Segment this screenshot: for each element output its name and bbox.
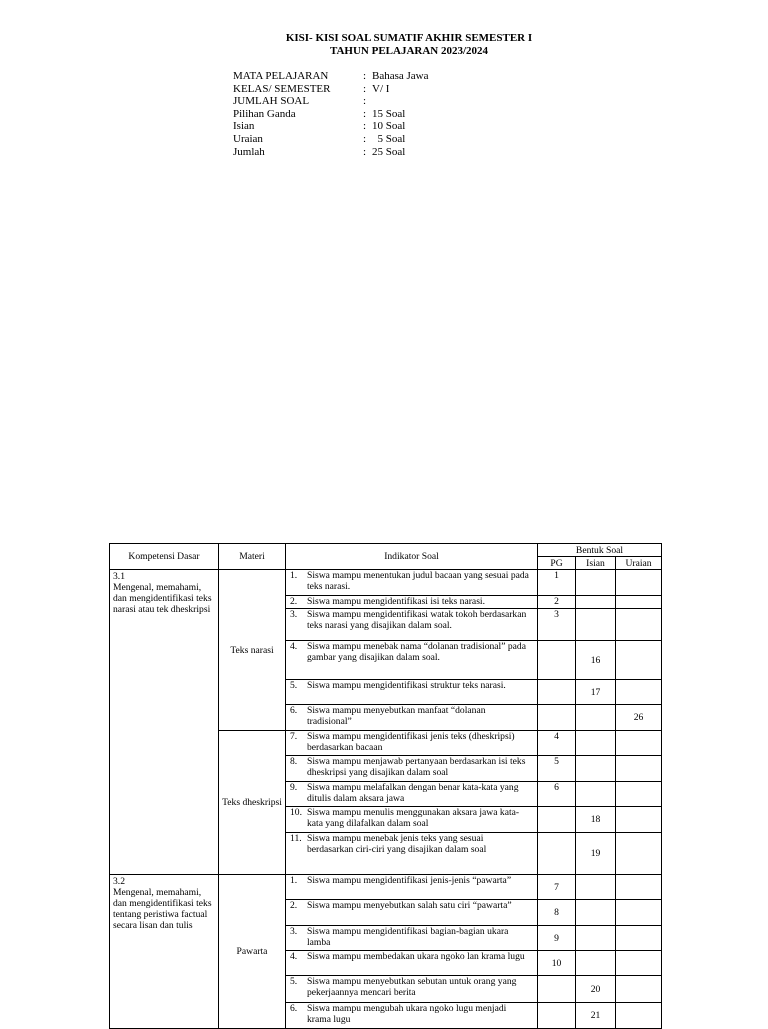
isian-cell: [576, 875, 616, 900]
indikator-cell: [286, 926, 538, 951]
uraian-cell: [616, 951, 662, 976]
indikator-text: Siswa mampu menyebutkan sebutan untuk orang yang pekerjaannya mencari berita: [307, 976, 517, 998]
uraian-cell: [616, 875, 662, 900]
isian-cell: 16: [576, 641, 616, 680]
indikator-cell: [286, 807, 538, 833]
uraian-cell: [616, 609, 662, 641]
indikator-number: 1.: [290, 875, 298, 886]
indikator-number: 6.: [290, 1003, 298, 1014]
info-colon: :: [363, 120, 367, 133]
indikator-text: Siswa mampu mengidentifikasi watak tokoh berdasarkan teks narasi yang disajikan dalam soal.: [307, 609, 527, 631]
pg-cell: 5: [538, 756, 576, 782]
info-label: Pilihan Ganda: [233, 107, 296, 120]
indikator-cell: [286, 782, 538, 807]
info-label: Uraian: [233, 132, 263, 145]
pg-cell: 4: [538, 731, 576, 756]
indikator-number: 5.: [290, 680, 298, 691]
table-row: [110, 570, 662, 596]
header-isian: Isian: [576, 557, 616, 570]
indikator-number: 4.: [290, 641, 298, 652]
indikator-cell: [286, 1003, 538, 1029]
indikator-cell: [286, 875, 538, 900]
pg-cell: [538, 807, 576, 833]
info-label: KELAS/ SEMESTER: [233, 82, 331, 95]
indikator-cell: [286, 756, 538, 782]
pg-cell: [538, 641, 576, 680]
pg-cell: 8: [538, 900, 576, 926]
indikator-number: 8.: [290, 756, 298, 767]
indikator-text: Siswa mampu menjawab pertanyaan berdasarkan isi teks dheskripsi yang disajikan dalam soal: [307, 756, 526, 778]
materi-cell: Pawarta: [219, 875, 286, 1029]
pg-cell: 10: [538, 951, 576, 976]
uraian-cell: 26: [616, 705, 662, 731]
materi-cell: Teks dheskripsi: [219, 731, 286, 875]
kd-number: 3.2: [113, 876, 125, 887]
isian-cell: [576, 731, 616, 756]
indikator-cell: [286, 705, 538, 731]
isian-cell: [576, 756, 616, 782]
pg-cell: [538, 976, 576, 1003]
info-colon: :: [363, 70, 367, 82]
pg-cell: 9: [538, 926, 576, 951]
isian-cell: [576, 609, 616, 641]
isian-cell: 18: [576, 807, 616, 833]
indikator-cell: [286, 731, 538, 756]
header-pg: PG: [538, 557, 576, 570]
document-title-line2: TAHUN PELAJARAN 2023/2024: [329, 45, 489, 57]
indikator-cell: [286, 596, 538, 609]
indikator-text: Siswa mampu menentukan judul bacaan yang sesuai pada teks narasi.: [307, 570, 529, 592]
info-value: 25 Soal: [372, 145, 406, 158]
header-materi: Materi: [219, 544, 286, 570]
info-value: Bahasa Jawa: [372, 70, 429, 82]
info-value: 15 Soal: [372, 107, 406, 120]
kisi-kisi-table: [109, 543, 662, 1029]
indikator-text: Siswa mampu melafalkan dengan benar kata-kata yang ditulis dalam aksara jawa: [307, 782, 519, 804]
indikator-number: 1.: [290, 570, 298, 581]
indikator-number: 5.: [290, 976, 298, 987]
uraian-cell: [616, 976, 662, 1003]
indikator-text: Siswa mampu membedakan ukara ngoko lan krama lugu: [307, 951, 525, 962]
uraian-cell: [616, 731, 662, 756]
indikator-text: Siswa mampu mengidentifikasi isi teks narasi.: [307, 596, 485, 607]
indikator-number: 3.: [290, 926, 298, 937]
indikator-number: 7.: [290, 731, 298, 742]
indikator-cell: [286, 976, 538, 1003]
info-colon: :: [363, 132, 367, 145]
isian-cell: [576, 926, 616, 951]
indikator-text: Siswa mampu menulis menggunakan aksara jawa kata-kata yang dilafalkan dalam soal: [307, 807, 520, 829]
header-uraian: Uraian: [616, 557, 662, 570]
isian-cell: [576, 570, 616, 596]
isian-cell: 20: [576, 976, 616, 1003]
indikator-cell: [286, 951, 538, 976]
isian-cell: 19: [576, 833, 616, 875]
header-kompetensi-dasar: Kompetensi Dasar: [110, 544, 219, 570]
kd-text: Mengenal, memahami, dan mengidentifikasi teks narasi atau tek dheskripsi: [113, 582, 212, 615]
pg-cell: 2: [538, 596, 576, 609]
table-row: [110, 875, 662, 900]
info-value: 10 Soal: [372, 120, 406, 133]
indikator-text: Siswa mampu mengidentifikasi jenis teks (dheskripsi) berdasarkan bacaan: [307, 731, 515, 753]
indikator-number: 4.: [290, 951, 298, 962]
indikator-cell: [286, 833, 538, 875]
indikator-number: 2.: [290, 900, 298, 911]
kompetensi-dasar-cell: [110, 570, 219, 875]
uraian-cell: [616, 926, 662, 951]
indikator-text: Siswa mampu mengidentifikasi bagian-bagian ukara lamba: [307, 926, 509, 948]
indikator-cell: [286, 609, 538, 641]
isian-cell: 17: [576, 680, 616, 705]
indikator-text: Siswa mampu menyebutkan salah satu ciri “pawarta”: [307, 900, 512, 911]
uraian-cell: [616, 570, 662, 596]
uraian-cell: [616, 833, 662, 875]
indikator-cell: [286, 900, 538, 926]
uraian-cell: [616, 596, 662, 609]
indikator-cell: [286, 641, 538, 680]
isian-cell: [576, 596, 616, 609]
indikator-number: 9.: [290, 782, 298, 793]
isian-cell: [576, 951, 616, 976]
kd-number: 3.1: [113, 571, 125, 582]
indikator-text: Siswa mampu mengubah ukara ngoko lugu menjadi krama lugu: [307, 1003, 507, 1025]
indikator-number: 6.: [290, 705, 298, 716]
pg-cell: 7: [538, 875, 576, 900]
indikator-cell: [286, 570, 538, 596]
uraian-cell: [616, 756, 662, 782]
pg-cell: 3: [538, 609, 576, 641]
isian-cell: [576, 900, 616, 926]
info-colon: :: [363, 145, 367, 158]
isian-cell: [576, 705, 616, 731]
uraian-cell: [616, 807, 662, 833]
materi-cell: Teks narasi: [219, 570, 286, 731]
isian-cell: [576, 782, 616, 807]
info-label: Isian: [233, 120, 255, 133]
indikator-number: 11.: [290, 833, 302, 844]
pg-cell: [538, 680, 576, 705]
info-label: Jumlah: [233, 145, 265, 158]
indikator-text: Siswa mampu mengidentifikasi struktur teks narasi.: [307, 680, 506, 691]
info-colon: :: [363, 82, 367, 95]
kompetensi-dasar-cell: [110, 875, 219, 1029]
pg-cell: [538, 833, 576, 875]
uraian-cell: [616, 900, 662, 926]
uraian-cell: [616, 1003, 662, 1029]
info-colon: :: [363, 95, 367, 108]
indikator-number: 10.: [290, 807, 302, 818]
indikator-text: Siswa mampu menebak jenis teks yang sesuai berdasarkan ciri-ciri yang disajikan dalam soal: [307, 833, 487, 855]
indikator-text: Siswa mampu menyebutkan manfaat “dolanan tradisional”: [307, 705, 486, 727]
header-indikator-soal: Indikator Soal: [286, 544, 538, 570]
document-title-line1: KISI- KISI SOAL SUMATIF AKHIR SEMESTER I: [285, 32, 533, 44]
indikator-number: 2.: [290, 596, 298, 607]
pg-cell: [538, 1003, 576, 1029]
info-value: 5 Soal: [372, 132, 406, 145]
info-value: V/ I: [372, 82, 390, 95]
pg-cell: [538, 705, 576, 731]
uraian-cell: [616, 641, 662, 680]
isian-cell: 21: [576, 1003, 616, 1029]
uraian-cell: [616, 680, 662, 705]
indikator-cell: [286, 680, 538, 705]
kd-text: Mengenal, memahami, dan mengidentifikasi teks tentang peristiwa factual secara lisan dan tulis: [113, 887, 212, 931]
indikator-text: Siswa mampu menebak nama “dolanan tradisional” pada gambar yang disajikan dalam soal.: [307, 641, 526, 663]
header-bentuk-soal: Bentuk Soal: [538, 544, 662, 557]
pg-cell: 1: [538, 570, 576, 596]
indikator-number: 3.: [290, 609, 298, 620]
uraian-cell: [616, 782, 662, 807]
indikator-text: Siswa mampu mengidentifikasi jenis-jenis “pawarta”: [307, 875, 512, 886]
pg-cell: 6: [538, 782, 576, 807]
info-label: JUMLAH SOAL: [233, 95, 310, 108]
info-colon: :: [363, 107, 367, 120]
info-label: MATA PELAJARAN: [233, 70, 329, 82]
